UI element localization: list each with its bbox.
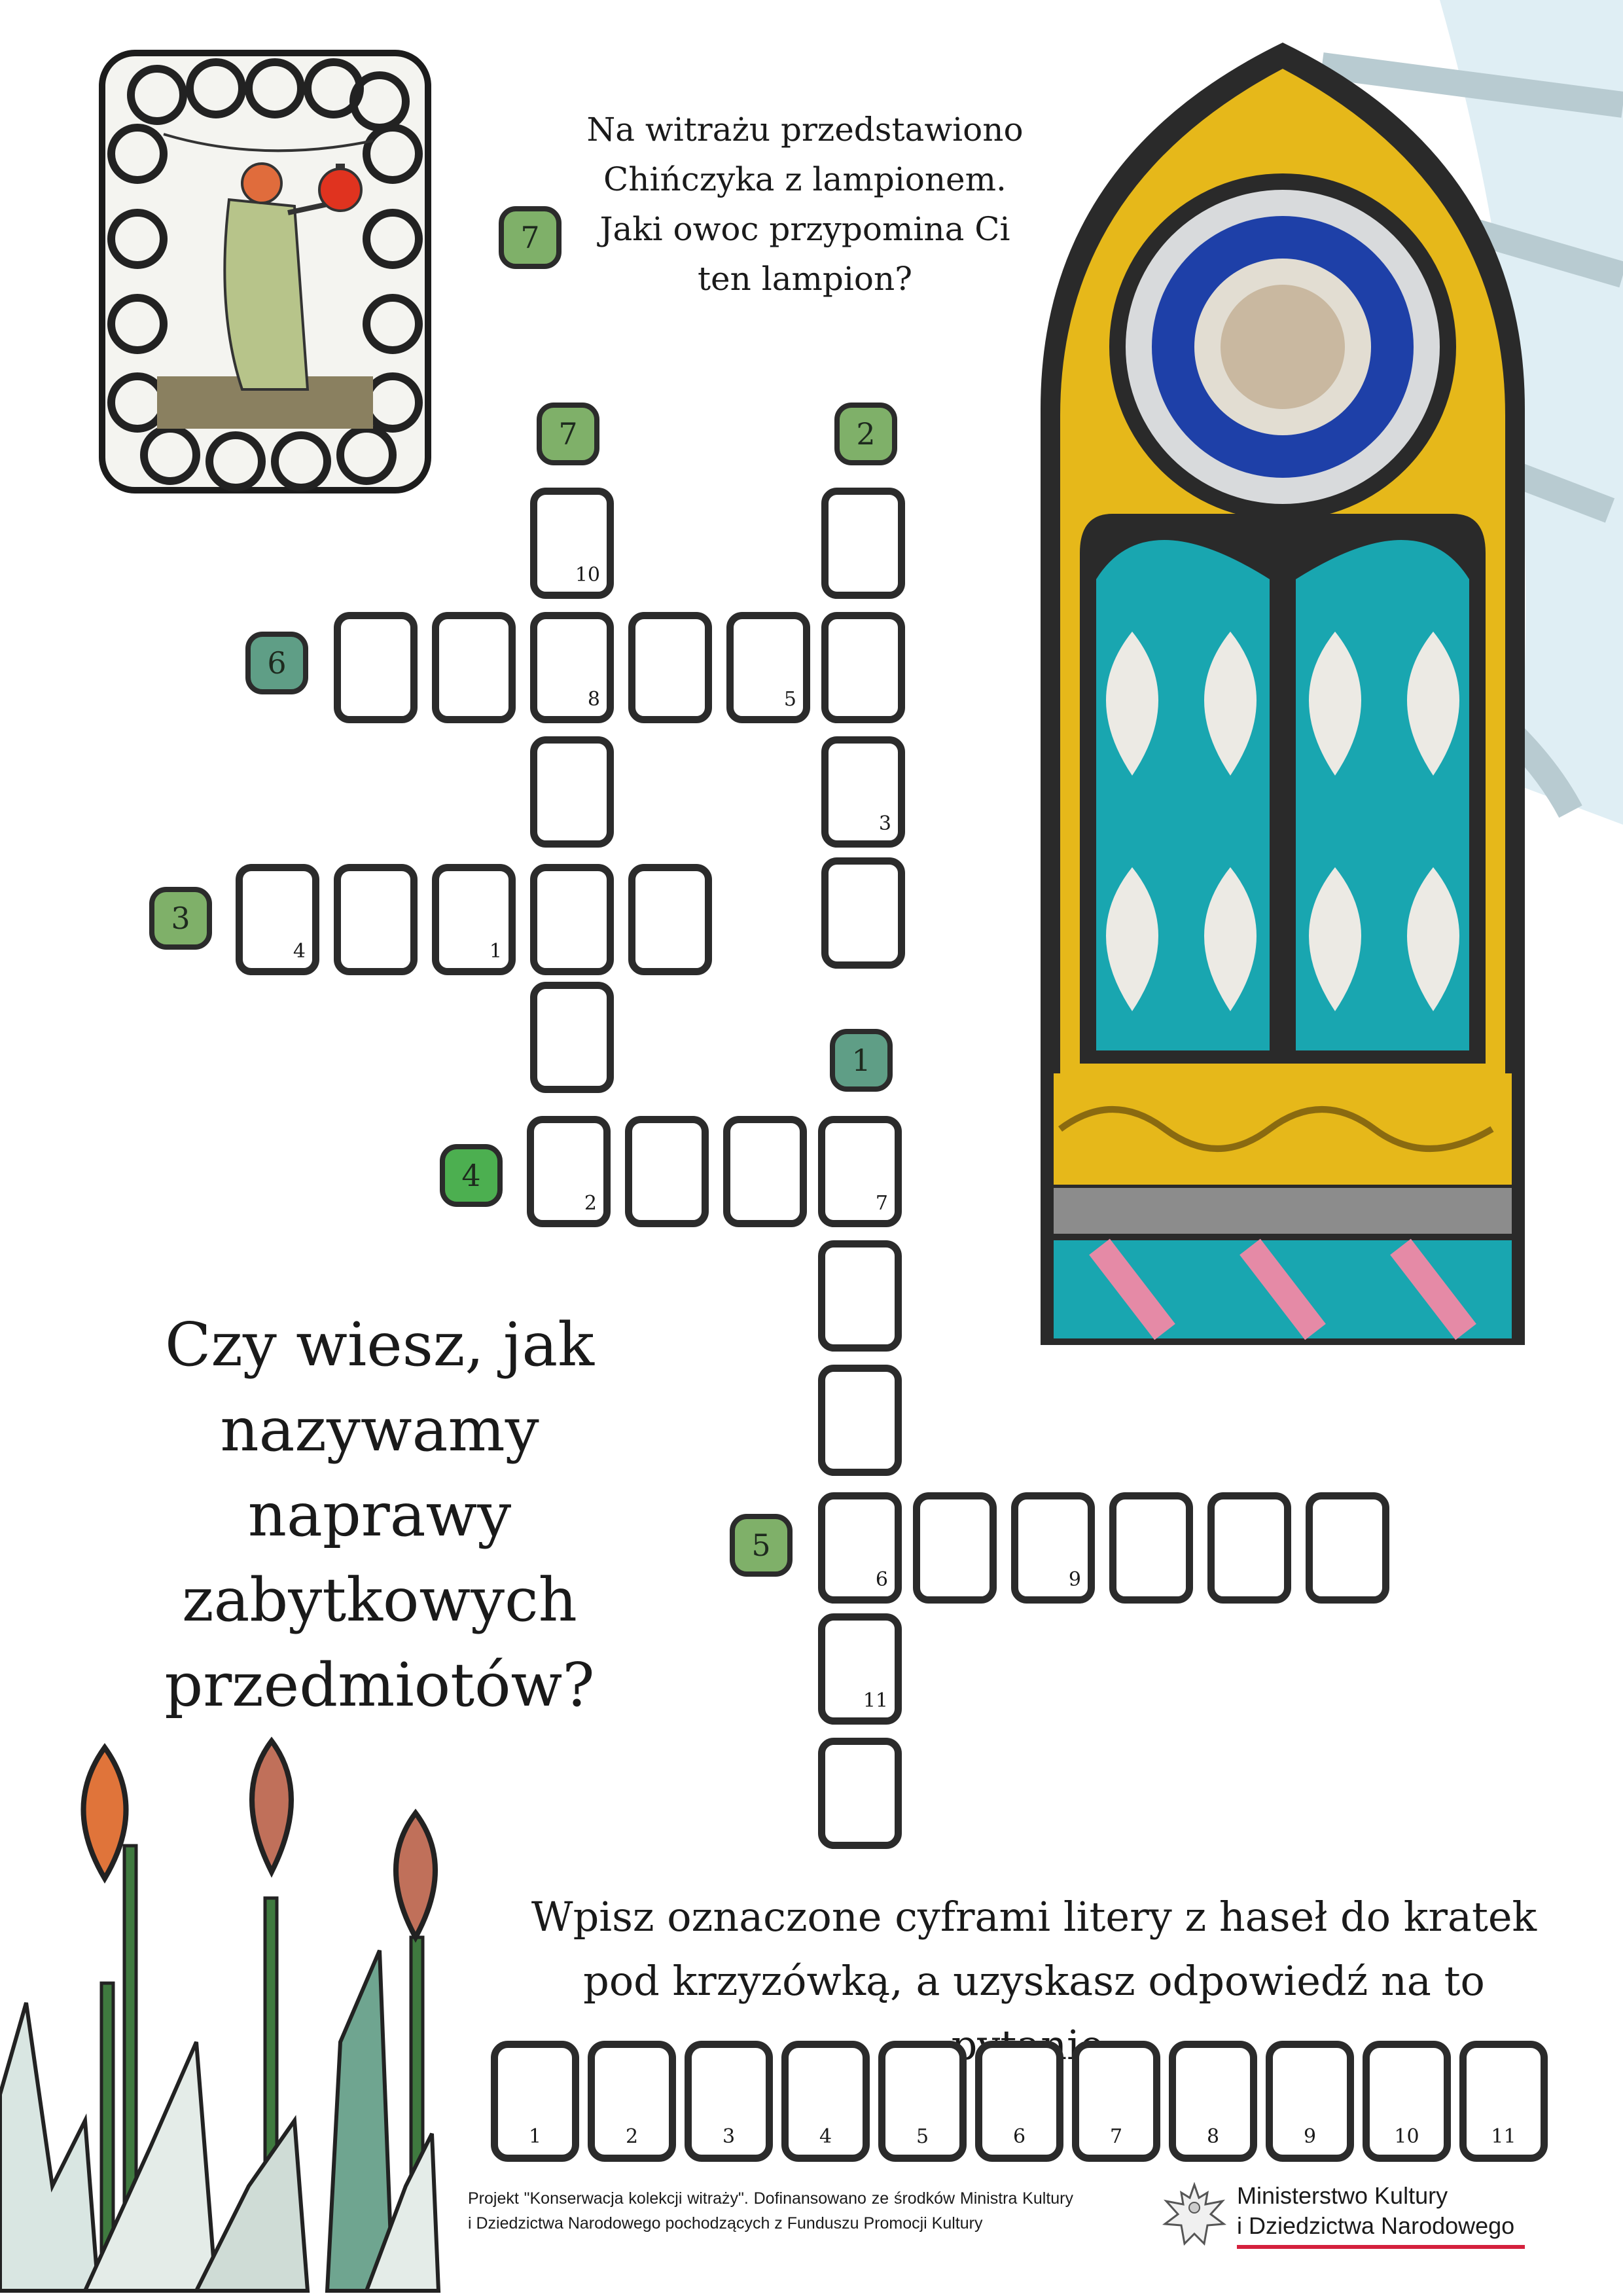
crossword-cell[interactable]: 8: [530, 612, 614, 723]
crossword-cell[interactable]: 1: [432, 864, 516, 975]
badge-clue-1: 1: [830, 1029, 893, 1092]
answer-box[interactable]: 10: [1363, 2041, 1451, 2162]
answer-box[interactable]: 1: [491, 2041, 579, 2162]
answer-box[interactable]: 9: [1266, 2041, 1354, 2162]
answer-box[interactable]: 5: [878, 2041, 967, 2162]
badge-clue-7: 7: [537, 403, 599, 465]
crossword-cell[interactable]: [530, 736, 614, 848]
crossword-cell[interactable]: 10: [530, 488, 614, 599]
crossword-cell[interactable]: 5: [726, 612, 810, 723]
badge-question-7: 7: [499, 206, 562, 269]
crossword-cell[interactable]: [628, 612, 712, 723]
eagle-emblem-icon: [1158, 2178, 1230, 2257]
crossword-cell[interactable]: [818, 1365, 902, 1476]
crossword-cell[interactable]: [334, 612, 418, 723]
crossword-cell[interactable]: [1207, 1492, 1291, 1604]
badge-clue-5: 5: [730, 1514, 793, 1577]
ministry-accent-line: [1237, 2245, 1525, 2249]
crossword-cell[interactable]: 2: [527, 1116, 611, 1227]
crossword-cell[interactable]: [821, 857, 905, 969]
crossword-cell[interactable]: [913, 1492, 997, 1604]
crossword-cell[interactable]: [821, 612, 905, 723]
crossword-cell[interactable]: 3: [821, 736, 905, 848]
crossword-cell[interactable]: [818, 1240, 902, 1352]
ministry-name: [1237, 2181, 1514, 2241]
project-footer-text: Projekt "Konserwacja kolekcji witraży". Dofinansowano ze środków Ministra Kultury i Dziedzictwa Narodowego pochodzących z Funduszu Promocji Kultury: [468, 2189, 1073, 2233]
crossword-cell[interactable]: 7: [818, 1116, 902, 1227]
crossword-cell[interactable]: [723, 1116, 807, 1227]
main-question-text: Czy wiesz, jak nazywamy naprawy zabytkowych przedmiotów?: [164, 1310, 595, 1720]
ministry-name-line-2: i Dziedzictwa Narodowego: [1237, 2212, 1515, 2239]
badge-clue-2: 2: [834, 403, 897, 465]
answer-box[interactable]: 8: [1169, 2041, 1257, 2162]
crossword-cell[interactable]: [1109, 1492, 1193, 1604]
lantern-glass-image: [98, 49, 432, 494]
crossword-cell[interactable]: [334, 864, 418, 975]
answer-box[interactable]: 4: [781, 2041, 870, 2162]
tulips-decoration: [0, 1728, 445, 2296]
crossword-cell[interactable]: [1306, 1492, 1389, 1604]
badge-clue-6: 6: [245, 632, 308, 694]
crossword-cell[interactable]: [625, 1116, 709, 1227]
crossword-cell[interactable]: [530, 864, 614, 975]
ministry-name-line-1: Ministerstwo Kultury: [1237, 2182, 1448, 2209]
crossword-cell[interactable]: 11: [818, 1613, 902, 1725]
crossword-cell[interactable]: 6: [818, 1492, 902, 1604]
answer-box[interactable]: 3: [685, 2041, 773, 2162]
instruction-text: Wpisz oznaczone cyframi litery z haseł do kratek pod krzyzówką, a uzyskasz odpowiedź na to: [531, 1893, 1537, 2005]
answer-box[interactable]: 7: [1072, 2041, 1160, 2162]
answer-box[interactable]: 11: [1459, 2041, 1548, 2162]
question-7-text: Na witrażu przedstawiono Chińczyka z lampionem. Jaki owoc przypomina Ci ten lampion?: [586, 111, 1024, 298]
badge-clue-3: 3: [149, 887, 212, 950]
gothic-window-image: [1034, 43, 1531, 1345]
badge-clue-4: 4: [440, 1144, 503, 1207]
crossword-cell[interactable]: [821, 488, 905, 599]
crossword-cell[interactable]: [628, 864, 712, 975]
crossword-cell[interactable]: 9: [1011, 1492, 1095, 1604]
crossword-cell[interactable]: 4: [236, 864, 319, 975]
crossword-cell[interactable]: [818, 1738, 902, 1849]
crossword-cell[interactable]: [530, 982, 614, 1093]
crossword-cell[interactable]: [432, 612, 516, 723]
answer-box[interactable]: 2: [588, 2041, 676, 2162]
answer-box[interactable]: 6: [975, 2041, 1063, 2162]
